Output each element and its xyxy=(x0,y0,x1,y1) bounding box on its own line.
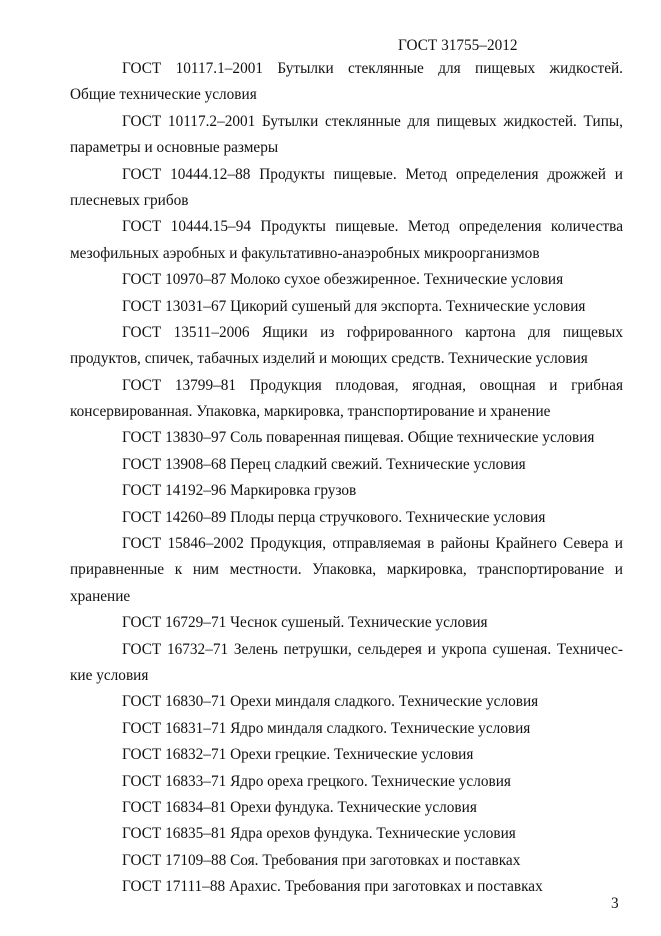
reference-entry xyxy=(70,320,623,373)
reference-entry xyxy=(70,769,623,795)
reference-entry xyxy=(70,874,623,900)
reference-entry xyxy=(70,610,623,636)
reference-entry xyxy=(70,267,623,293)
reference-entry-line: ГОСТ 14260–89 Плоды перца стручкового. Технические условия xyxy=(122,508,546,526)
reference-entry xyxy=(70,531,623,610)
reference-entry xyxy=(70,425,623,451)
reference-entry xyxy=(70,821,623,847)
reference-entry xyxy=(70,452,623,478)
reference-entry-line: ГОСТ 16832–71 Орехи грецкие. Технические условия xyxy=(122,746,474,764)
reference-entry xyxy=(70,162,623,215)
reference-entry-line: ГОСТ 13830–97 Соль поваренная пищевая. Общие технические условия xyxy=(122,429,595,447)
reference-entry-line: параметры и основные размеры xyxy=(70,139,279,157)
reference-entry xyxy=(70,795,623,821)
reference-entry xyxy=(70,109,623,162)
reference-entry-line: ГОСТ 16833–71 Ядро ореха грецкого. Технические условия xyxy=(122,772,511,790)
reference-entry-line: ГОСТ 13799–81 Продукция плодовая, ягодная, овощная и грибная xyxy=(122,376,623,394)
reference-entry xyxy=(70,848,623,874)
reference-entry-line: ГОСТ 13511–2006 Ящики из гофрированного картона для пищевых xyxy=(122,323,623,341)
reference-entry-line: ГОСТ 17111–88 Арахис. Требования при заготовках и поставках xyxy=(122,878,543,896)
reference-entry-line: ГОСТ 17109–88 Соя. Требования при заготовках и поставках xyxy=(122,851,521,869)
reference-entry-line: ГОСТ 16729–71 Чеснок сушеный. Технические условия xyxy=(122,614,488,632)
reference-entry-line: хранение xyxy=(70,587,131,605)
reference-entry-line: ГОСТ 16834–81 Орехи фундука. Технические условия xyxy=(122,798,477,816)
reference-entry-line: ГОСТ 16835–81 Ядра орехов фундука. Технические условия xyxy=(122,825,516,843)
reference-entry-line: Общие технические условия xyxy=(70,86,257,104)
reference-entry xyxy=(70,373,623,426)
reference-entry xyxy=(70,505,623,531)
reference-entry-line: ГОСТ 13908–68 Перец сладкий свежий. Технические условия xyxy=(122,455,526,473)
reference-entry-line: ГОСТ 16830–71 Орехи миндаля сладкого. Технические условия xyxy=(122,693,539,711)
reference-entry-line: кие условия xyxy=(70,666,149,684)
reference-entry xyxy=(70,742,623,768)
reference-entry-line: ГОСТ 10117.1–2001 Бутылки стеклянные для пищевых жидкостей. xyxy=(122,60,623,77)
reference-entry xyxy=(70,689,623,715)
reference-entry-line: ГОСТ 15846–2002 Продукция, отправляемая в районы Крайнего Севера и xyxy=(122,535,623,553)
reference-entry-line: продуктов, спичек, табачных изделий и моющих средств. Технические условия xyxy=(70,350,588,368)
reference-entry-line: ГОСТ 10970–87 Молоко сухое обезжиренное. Технические условия xyxy=(122,271,564,289)
reference-entry-line: ГОСТ 10117.2–2001 Бутылки стеклянные для пищевых жидкостей. Типы, xyxy=(122,112,623,130)
reference-entry xyxy=(70,214,623,267)
reference-entry xyxy=(70,56,623,109)
page-number: 3 xyxy=(611,895,619,912)
reference-entry-line: мезофильных аэробных и факультативно-анаэробных микроорганизмов xyxy=(70,244,540,262)
reference-entry xyxy=(70,478,623,504)
reference-entry-line: приравненные к ним местности. Упаковка, маркировка, транспортирование и xyxy=(70,561,623,579)
document-number-header: ГОСТ 31755–2012 xyxy=(398,37,518,54)
reference-entry-line: плесневых грибов xyxy=(70,191,189,209)
normative-references-list xyxy=(70,56,623,901)
reference-entry xyxy=(70,294,623,320)
reference-entry-line: ГОСТ 16831–71 Ядро миндаля сладкого. Технические условия xyxy=(122,719,531,737)
reference-entry-line: ГОСТ 14192–96 Маркировка грузов xyxy=(122,482,357,500)
reference-entry xyxy=(70,637,623,690)
reference-entry xyxy=(70,716,623,742)
reference-entry-line: ГОСТ 10444.15–94 Продукты пищевые. Метод определения количества xyxy=(122,218,623,236)
reference-entry-line: консервированная. Упаковка, маркировка, транспортирование и хранение xyxy=(70,403,551,421)
reference-entry-line: ГОСТ 10444.12–88 Продукты пищевые. Метод определения дрожжей и xyxy=(122,165,623,183)
reference-entry-line: ГОСТ 16732–71 Зелень петрушки, сельдерея и укропа сушеная. Техничес- xyxy=(122,640,623,658)
reference-entry-line: ГОСТ 13031–67 Цикорий сушеный для экспорта. Технические условия xyxy=(122,297,586,315)
